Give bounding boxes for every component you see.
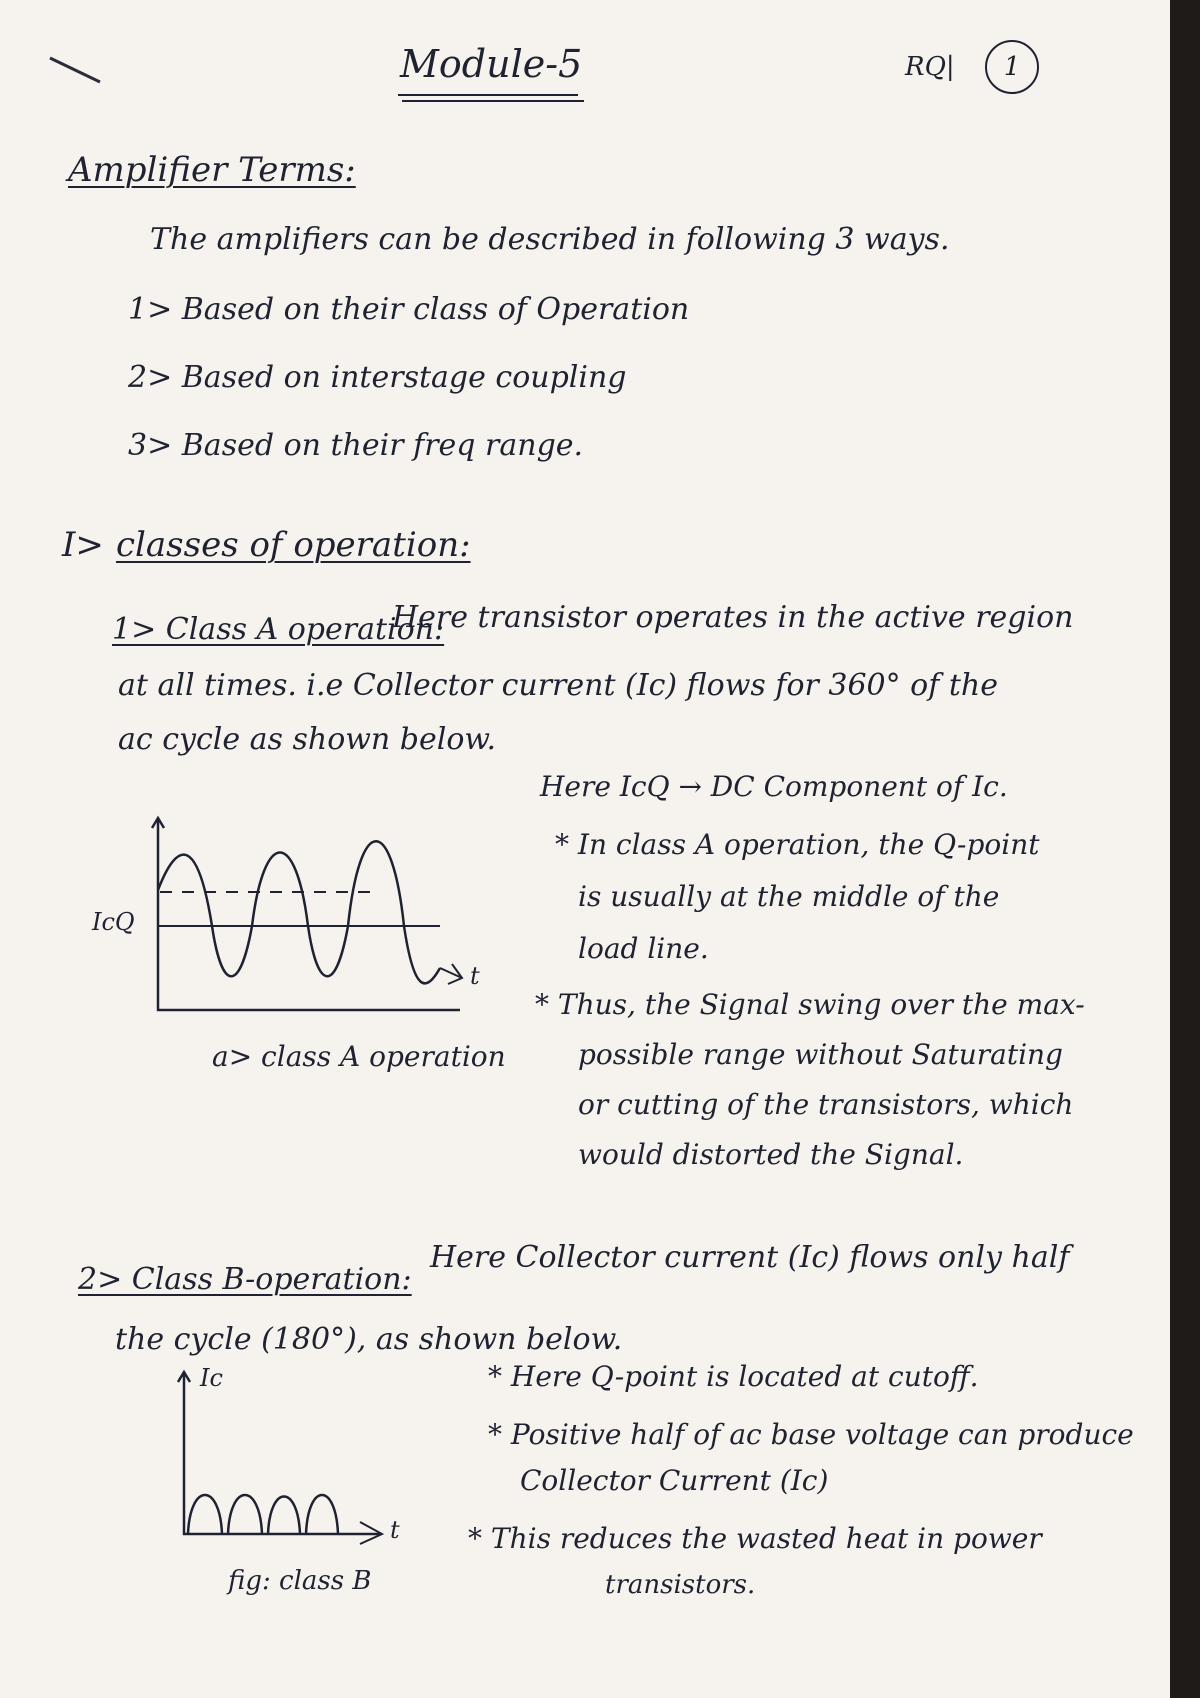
class-b-waveform-figure (170, 1372, 410, 1552)
class-a-y-axis-label: IcQ (92, 908, 135, 936)
class-b-bullet-line: * Positive half of ac base voltage can produce (488, 1418, 1134, 1451)
class-b-bullet-line: * Here Q-point is located at cutoff. (488, 1360, 979, 1393)
class-a-bullet-line: * In class A operation, the Q-point (555, 828, 1040, 861)
class-a-bullet-line: would distorted the Signal. (578, 1138, 964, 1171)
class-b-bullet-line: transistors. (605, 1570, 756, 1600)
class-a-waveform-figure (140, 818, 470, 1038)
class-a-bullet-line: * Thus, the Signal swing over the max- (535, 988, 1085, 1021)
class-b-line: Here Collector current (Ic) flows only half (430, 1240, 1070, 1275)
class-b-bullet-line: * This reduces the wasted heat in power (468, 1522, 1042, 1555)
class-a-x-axis-label: t (470, 962, 480, 990)
section-heading-classes: classes of operation: (116, 525, 471, 565)
page-number: 1 (985, 40, 1039, 94)
amplifier-terms-item: 2> Based on interstage coupling (128, 360, 627, 395)
class-b-bullet-line: Collector Current (Ic) (520, 1464, 829, 1497)
amplifier-terms-intro: The amplifiers can be described in following 3 ways. (150, 222, 950, 257)
amplifier-terms-item: 3> Based on their freq range. (128, 428, 584, 463)
class-b-y-axis-label: Ic (200, 1364, 223, 1392)
class-a-label: 1> Class A operation: (112, 612, 445, 647)
section-heading-amplifier-terms: Amplifier Terms: (68, 150, 356, 190)
amplifier-terms-item: 1> Based on their class of Operation (128, 292, 690, 327)
class-a-side-note: Here IcQ → DC Component of Ic. (540, 770, 1008, 803)
class-b-caption: fig: class B (228, 1566, 372, 1596)
class-a-line: at all times. i.e Collector current (Ic) flows for 360° of the (118, 668, 999, 703)
pen-stroke-mark (48, 52, 108, 92)
reference-mark: RQ| (905, 52, 955, 82)
class-a-line: Here transistor operates in the active region (392, 600, 1074, 635)
class-a-bullet-line: is usually at the middle of the (578, 880, 1000, 913)
class-a-bullet-line: possible range without Saturating (578, 1038, 1063, 1071)
class-a-bullet-line: load line. (578, 932, 709, 965)
class-a-line: ac cycle as shown below. (118, 722, 497, 757)
class-b-line: the cycle (180°), as shown below. (115, 1322, 623, 1357)
title-underline (398, 92, 588, 104)
section-marker: I> (62, 525, 104, 565)
class-b-label: 2> Class B-operation: (78, 1262, 412, 1297)
class-a-bullet-line: or cutting of the transistors, which (578, 1088, 1074, 1121)
class-b-x-axis-label: t (390, 1516, 400, 1544)
class-a-caption: a> class A operation (212, 1040, 506, 1073)
page-title: Module-5 (400, 42, 583, 86)
